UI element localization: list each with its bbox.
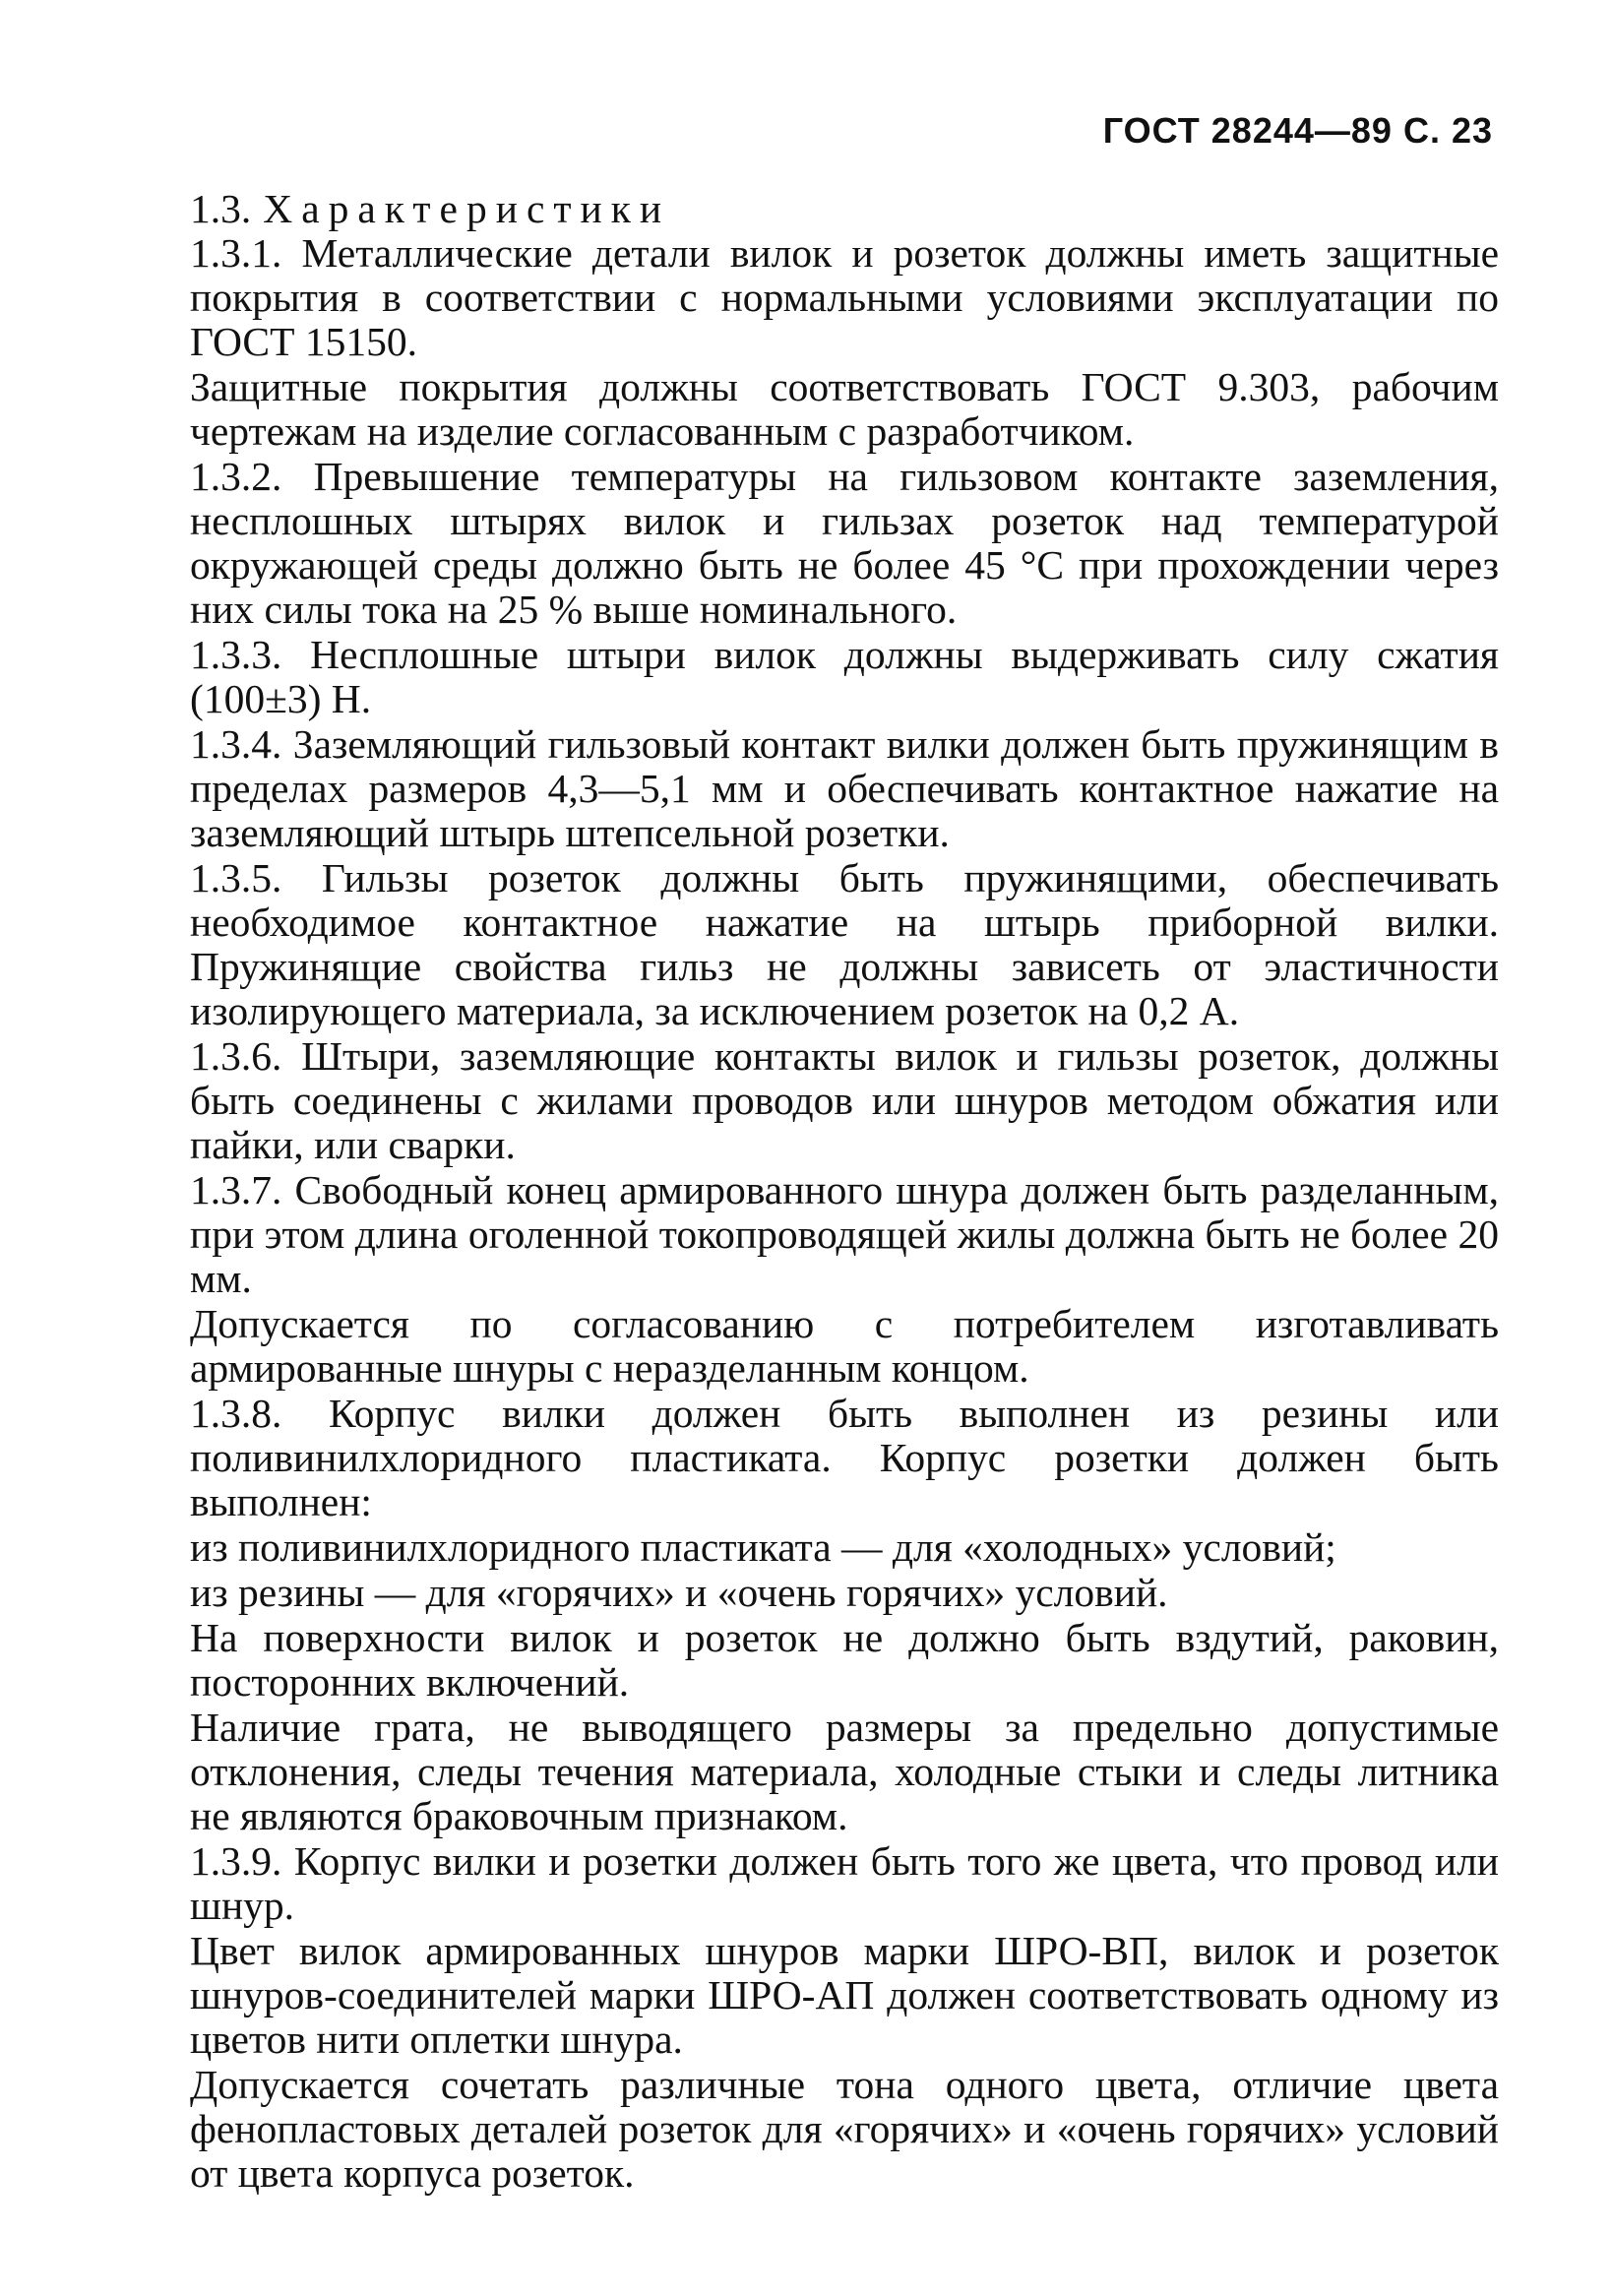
paragraph-1-3-4: 1.3.4. Заземляющий гильзовый контакт вилки должен быть пружинящим в пределах размеров 4,3—5,1 мм и обеспечивать контактное нажатие на заземляющий штырь штепсельной розетки. [190, 721, 1499, 855]
paragraph: Наличие грата, не выводящего размеры за предельно допустимые отклонения, следы течения материала, холодные стыки и следы литника не являются браковочным признаком. [190, 1705, 1499, 1838]
paragraph: Допускается по согласованию с потребителем изготавливать армированные шнуры с неразделанным концом. [190, 1301, 1499, 1391]
paragraph-1-3-8: 1.3.8. Корпус вилки должен быть выполнен из резины или поливинилхлоридного пластиката. Корпус розетки должен быть выполнен: [190, 1391, 1499, 1524]
paragraph: Допускается сочетать различные тона одного цвета, отличие цвета фенопластовых деталей розеток для «горячих» и «очень горячих» условий от цвета корпуса розеток. [190, 2062, 1499, 2196]
paragraph: Цвет вилок армированных шнуров марки ШРО-ВП, вилок и розеток шнуров-соединителей марки ШРО-АП должен соответствовать одному из цветов нити оплетки шнура. [190, 1928, 1499, 2062]
page-header [1103, 110, 1493, 152]
document-body [190, 187, 1499, 2197]
paragraph: Защитные покрытия должны соответствовать ГОСТ 9.303, рабочим чертежам на изделие согласованным с разработчиком. [190, 364, 1499, 454]
page-number: С. 23 [1402, 110, 1493, 151]
paragraph: На поверхности вилок и розеток не должно быть вздутий, раковин, посторонних включений. [190, 1615, 1499, 1705]
paragraph-1-3-7: 1.3.7. Свободный конец армированного шнура должен быть разделанным, при этом длина оголенной токопроводящей жилы должна быть не более 20 мм. [190, 1167, 1499, 1301]
list-item: из поливинилхлоридного пластиката — для «холодных» условий; [190, 1524, 1336, 1570]
paragraph-1-3-2: 1.3.2. Превышение температуры на гильзовом контакте заземления, несплошных штырях вилок и гильзах розеток над температурой окружающей среды должно быть не более 45 °С при прохождении через них силы тока на 25 % выше номинального. [190, 454, 1499, 632]
paragraph-1-3-5: 1.3.5. Гильзы розеток должны быть пружинящими, обеспечивать необходимое контактное нажатие на штырь приборной вилки. Пружинящие свойства гильз не должны зависеть от эластичности изолирующего материала, за исключением розеток на 0,2 А. [190, 855, 1499, 1033]
paragraph-1-3-1: 1.3.1. Металлические детали вилок и розеток должны иметь защитные покрытия в соответствии с нормальными условиями эксплуатации по ГОСТ 15150. [190, 230, 1499, 364]
section-number: 1.3. [190, 186, 252, 231]
section-title: Характеристики [263, 186, 671, 231]
list-item: из резины — для «горячих» и «очень горячих» условий. [190, 1570, 1168, 1615]
standard-number: ГОСТ 28244—89 [1102, 110, 1393, 151]
paragraph-1-3-3: 1.3.3. Несплошные штыри вилок должны выдерживать силу сжатия (100±3) Н. [190, 632, 1499, 721]
section-heading [190, 187, 1499, 231]
paragraph-1-3-9: 1.3.9. Корпус вилки и розетки должен быть того же цвета, что провод или шнур. [190, 1838, 1499, 1928]
paragraph-1-3-6: 1.3.6. Штыри, заземляющие контакты вилок и гильзы розеток, должны быть соединены с жилами проводов или шнуров методом обжатия или пайки, или сварки. [190, 1033, 1499, 1167]
